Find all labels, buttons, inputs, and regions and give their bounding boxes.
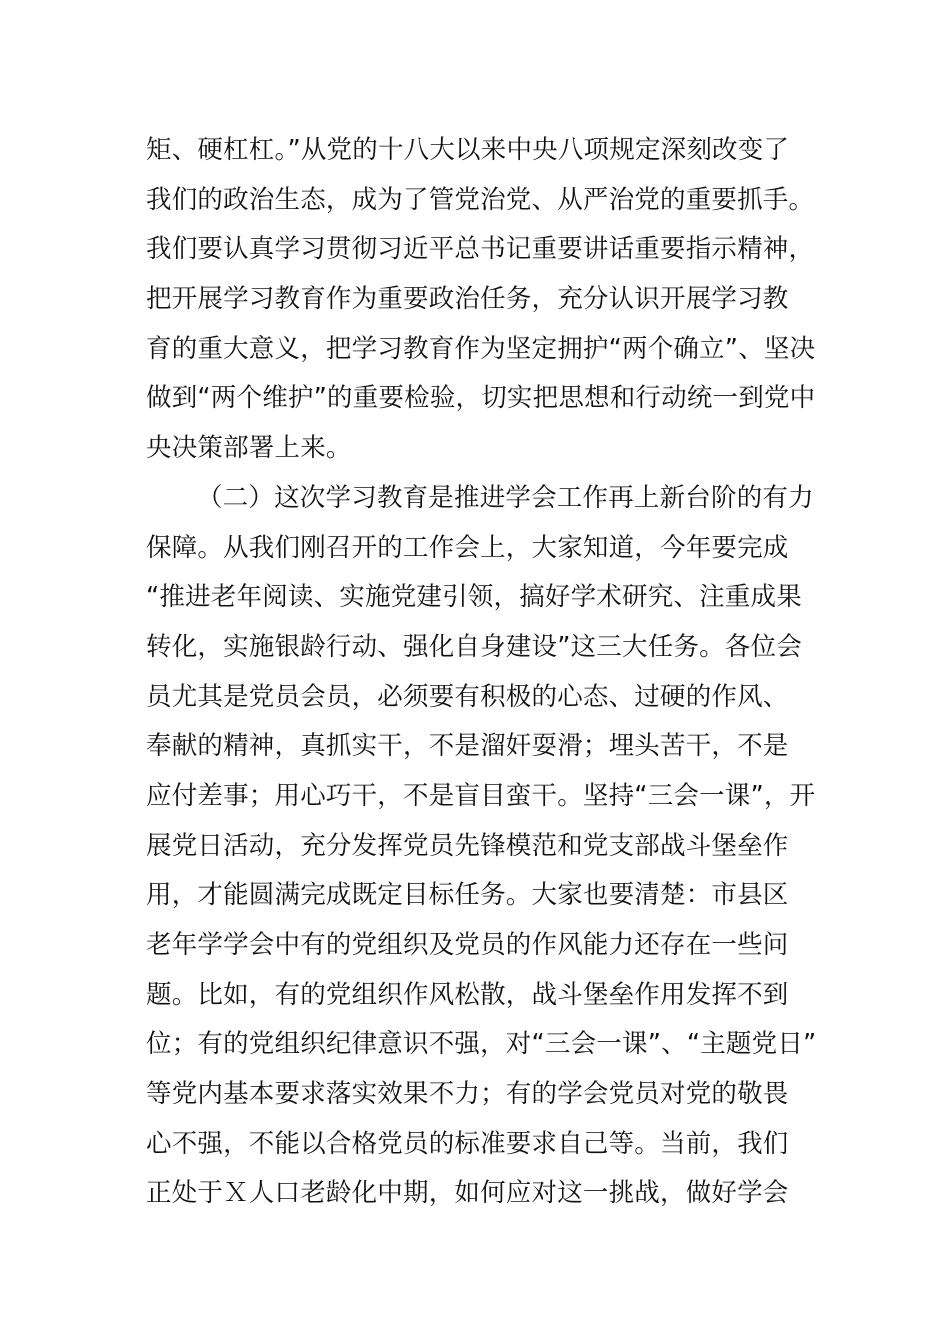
text-line: 保障。从我们刚召开的工作会上，大家知道，今年要完成	[146, 532, 789, 563]
text-line: 应付差事；用心巧干，不是盲目蛮干。坚持“三会一课”，开	[146, 780, 816, 811]
text-line: 等党内基本要求落实效果不力；有的学会党员对党的敬畏	[146, 1079, 789, 1110]
text-line: 奉献的精神，真抓实干，不是溜奸耍滑；埋头苦干，不是	[146, 731, 789, 762]
text-line: 员尤其是党员会员，必须要有积极的心态、过硬的作风、	[146, 681, 789, 712]
text-line: 转化，实施银龄行动、强化自身建设”这三大任务。各位会	[146, 631, 802, 662]
text-line: 正处于Ｘ人口老龄化中期，如何应对这一挑战，做好学会	[146, 1178, 789, 1209]
text-line: 育的重大意义，把学习教育作为坚定拥护“两个确立”、坚决	[146, 333, 816, 364]
text-line: 位；有的党组织纪律意识不强，对“三会一课”、“主题党日”	[146, 1029, 817, 1060]
text-line: 我们要认真学习贯彻习近平总书记重要讲话重要指示精神，	[146, 234, 815, 265]
text-line: 心不强，不能以合格党员的标准要求自己等。当前，我们	[146, 1128, 789, 1159]
text-line: 做到“两个维护”的重要检验，切实把思想和行动统一到党中	[146, 383, 816, 414]
text-line: 我们的政治生态，成为了管党治党、从严治党的重要抓手。	[146, 184, 815, 215]
text-line: 题。比如，有的党组织作风松散，战斗堡垒作用发挥不到	[146, 979, 789, 1010]
text-line: 央决策部署上来。	[146, 433, 352, 464]
text-line: 用，才能圆满完成既定目标任务。大家也要清楚：市县区	[146, 880, 789, 911]
text-line: 把开展学习教育作为重要政治任务，充分认识开展学习教	[146, 284, 789, 315]
section-heading-line: （二）这次学习教育是推进学会工作再上新台阶的有力	[197, 482, 814, 513]
text-line: 矩、硬杠杠。”从党的十八大以来中央八项规定深刻改变了	[146, 135, 790, 165]
document-body	[146, 126, 817, 1219]
text-line: 展党日活动，充分发挥党员先锋模范和党支部战斗堡垒作	[146, 830, 789, 861]
text-line: 老年学学会中有的党组织及党员的作风能力还存在一些问	[146, 930, 789, 960]
text-line: “推进老年阅读、实施党建引领，搞好学术研究、注重成果	[146, 582, 802, 613]
